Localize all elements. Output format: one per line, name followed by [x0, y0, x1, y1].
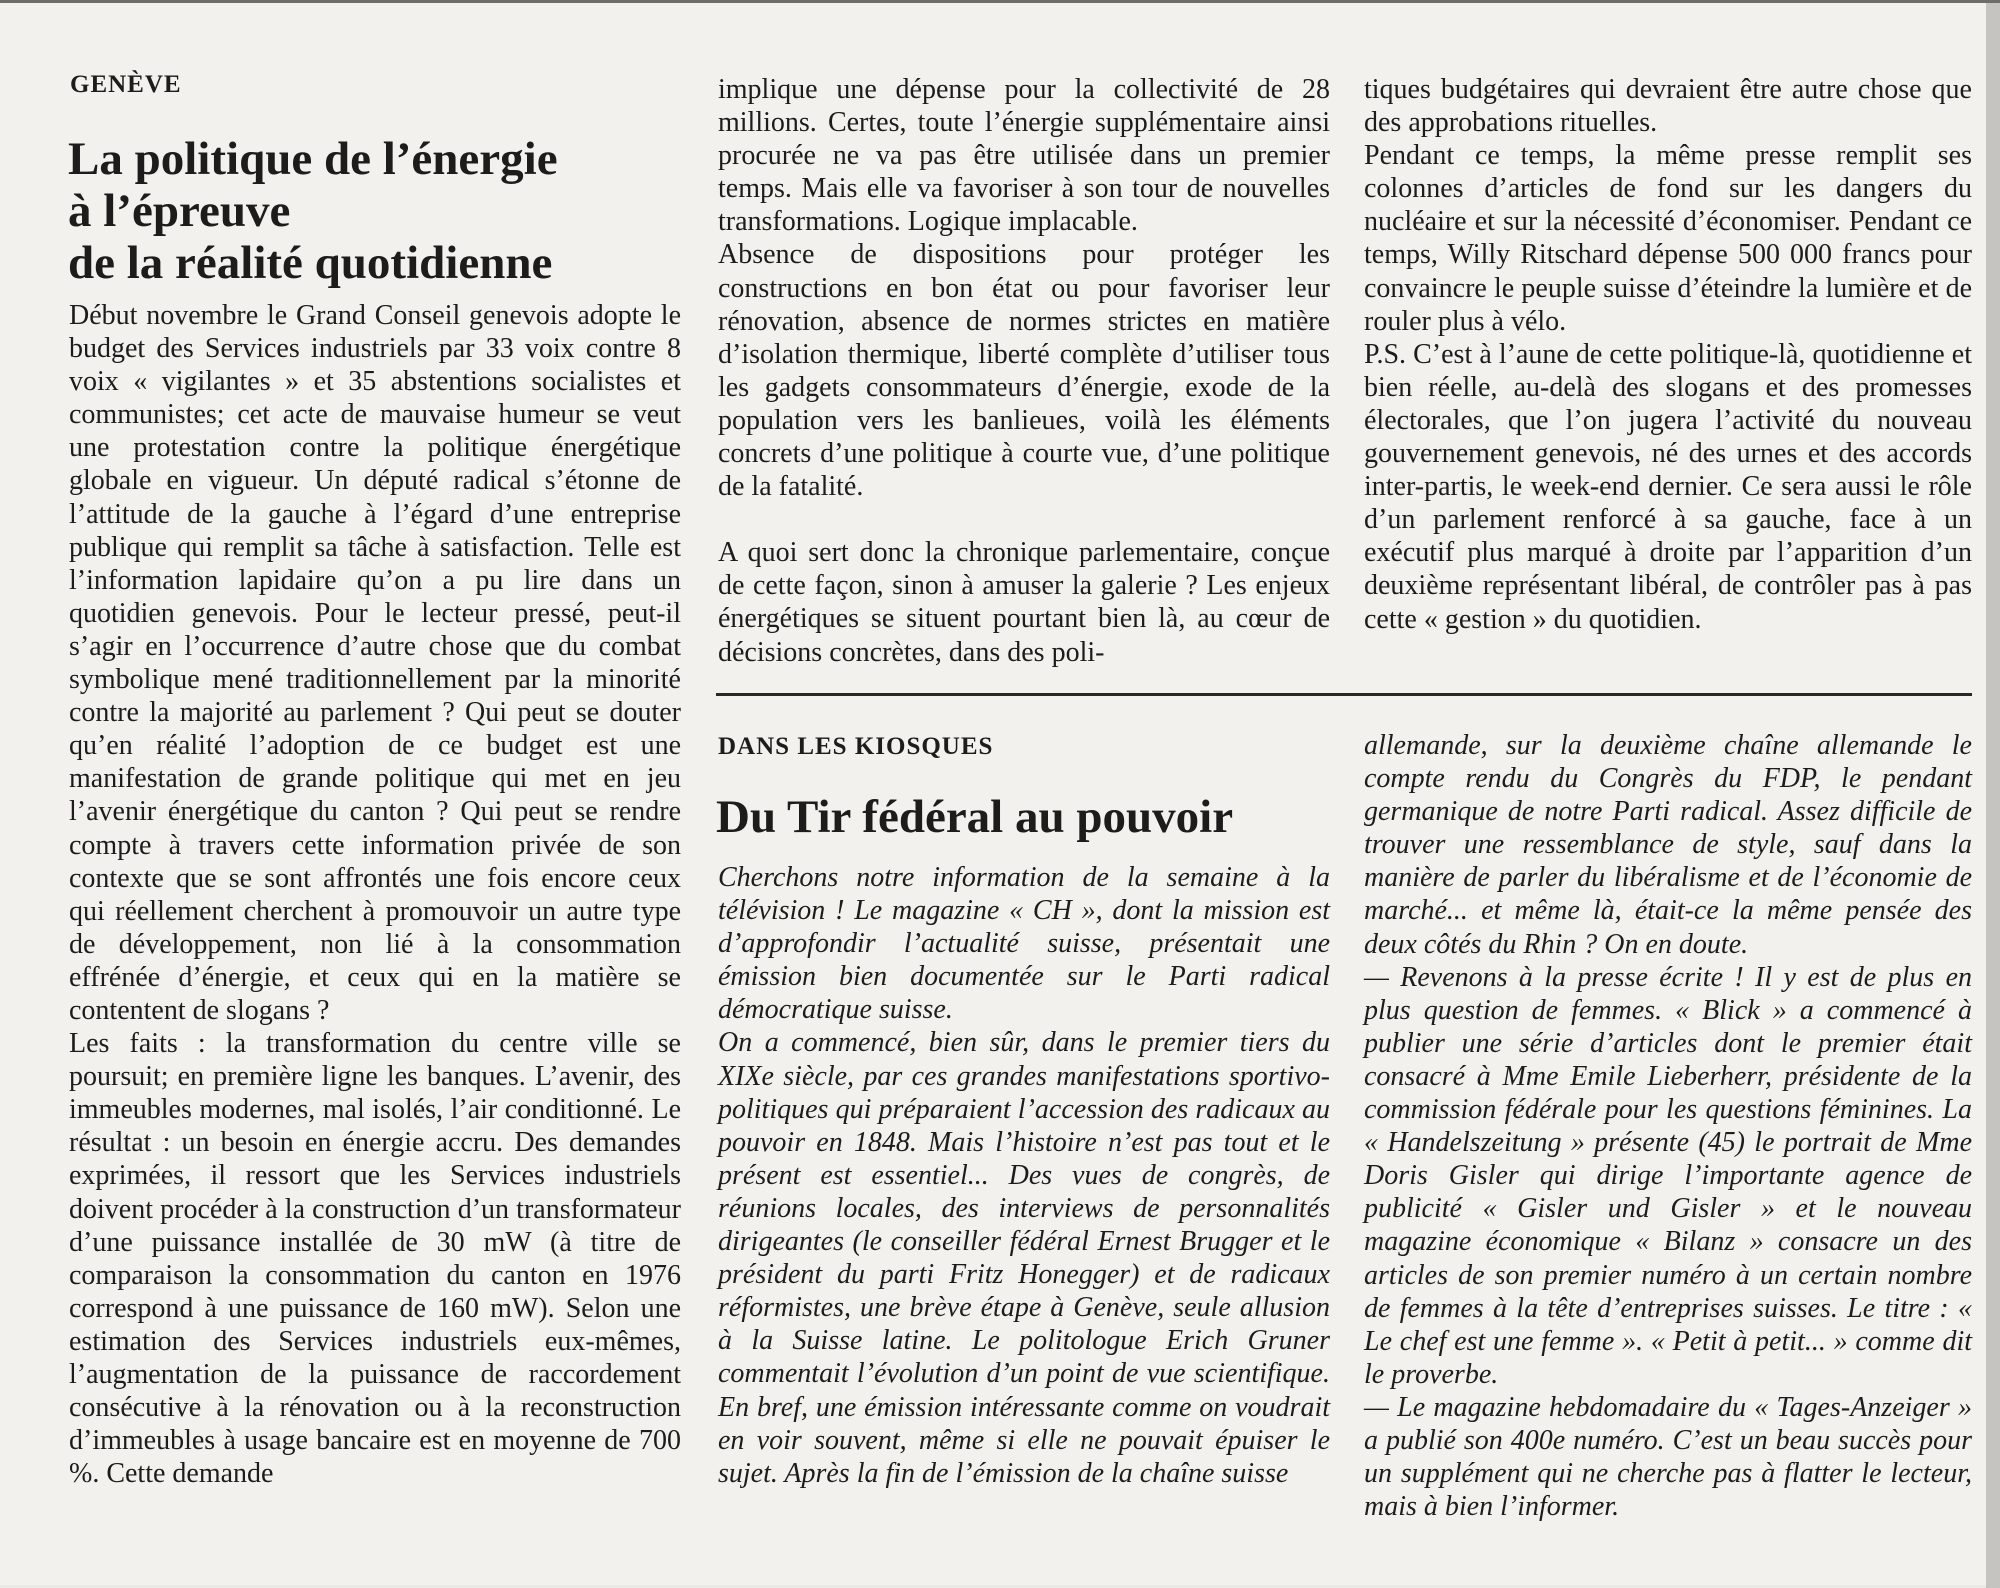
- title-line: à l’épreuve: [68, 185, 291, 237]
- article-column-2: [718, 73, 1330, 669]
- paragraph: On a commencé, bien sûr, dans le premier tiers du XIXe siècle, par ces grandes manifestations sportivo-politiques qui préparaient l’accession des radicaux au pouvoir en 1848. Mais l’histoire n’est pas tout et le présent est essentiel... Des vues de congrès, de réunions locales, des interviews de personnalités dirigeantes (le conseiller fédéral Ernest Brugger et le président du parti Fritz Honegger) et de radicaux réformistes, une brève étape à Genève, seule allusion à la Suisse latine. Le politologue Erich Gruner commentait l’évolution d’un point de vue scientifique. En bref, une émission intéressante comme on voudrait en voir souvent, même si elle ne pouvait épuiser le sujet. Après la fin de l’émission de la chaîne suisse: [718, 1027, 1330, 1489]
- page-edge: [1986, 3, 2000, 1588]
- article-column-3: [1364, 73, 1972, 636]
- article-column-1: [69, 299, 681, 1490]
- paragraph: Absence de dispositions pour protéger les constructions en bon état ou pour favoriser leur rénovation, absence de normes strictes en matière d’isolation thermique, liberté complète d’utiliser tous les gadgets consommateurs d’énergie, exode de la population vers les banlieues, voilà les éléments concrets d’une politique à courte vue, d’une politique de la fatalité.: [718, 239, 1330, 503]
- article-title: Du Tir fédéral au pouvoir: [716, 791, 1234, 843]
- paragraph: — Revenons à la presse écrite ! Il y est de plus en plus question de femmes. « Blick » a commencé à publier une série d’articles dont le premier était consacré à Mme Emile Lieberherr, présidente de la commission fédérale pour les questions féminines. La « Handelszeitung » présente (45) le portrait de Mme Doris Gisler qui dirige l’importante agence de publicité « Gisler und Gisler » et le nouveau magazine économique « Bilanz » consacre un des articles de son premier numéro à un certain nombre de femmes à la tête d’entreprises suisses. Le titre : « Le chef est une femme ». « Petit à petit... » comme dit le proverbe.: [1364, 961, 1972, 1390]
- paragraph: P.S. C’est à l’aune de cette politique-là, quotidienne et bien réelle, au-delà des slogans et des promesses électorales, que l’on jugera l’activité du nouveau gouvernement genevois, né des urnes et des accords inter-partis, le week-end dernier. Ce sera aussi le rôle d’un parlement renforcé à sa gauche, face à un exécutif plus marqué à droite par l’apparition d’un deuxième représentant libéral, de contrôler pas à pas cette « gestion » du quotidien.: [1364, 338, 1972, 635]
- paragraph: Début novembre le Grand Conseil genevois adopte le budget des Services industriels par 33 voix contre 8 voix « vigilantes » et 35 abstentions socialistes et communistes; cet acte de mauvaise humeur se veut une protestation contre la politique énergétique globale en vigueur. Un député radical s’étonne de l’attitude de la gauche à l’égard d’une entreprise publique qui remplit sa tâche à satisfaction. Telle est l’information lapidaire qu’on a pu lire dans un quotidien genevois. Pour le lecteur pressé, peut-il s’agir en l’occurrence d’autre chose que du combat symbolique mené traditionnellement par la minorité contre la majorité au parlement ? Qui peut se douter qu’en réalité l’adoption de ce budget est une manifestation de grande politique qui met en jeu l’avenir énergétique du canton ? Qui peut se rendre compte à travers cette information privée de son contexte que se sont affrontés une fois encore ceux qui réellement cherchent à promouvoir un autre type de développement, non lié à la consommation effrénée d’énergie, et ceux qui en la matière se contentent de slogans ?: [69, 300, 681, 1026]
- article-title: [68, 133, 668, 289]
- section-label-kiosques: DANS LES KIOSQUES: [718, 733, 994, 760]
- paragraph: A quoi sert donc la chronique parlementaire, conçue de cette façon, sinon à amuser la galerie ? Les enjeux énergétiques se situent pourtant bien là, au cœur de décisions concrètes, dans des poli-: [718, 537, 1330, 668]
- paragraph: Les faits : la transformation du centre ville se poursuit; en première ligne les banques. L’avenir, des immeubles modernes, mal isolés, l’air conditionné. Le résultat : un besoin en énergie accru. Des demandes exprimées, il ressort que les Services industriels doivent procéder à la construction d’un transformateur d’une puissance installée de 30 mW (à titre de comparaison la consommation du canton en 1976 correspond à une puissance de 160 mW). Selon une estimation des Services industriels eux-mêmes, l’augmentation de la puissance de raccordement consécutive à la rénovation ou à la reconstruction d’immeubles à usage bancaire est en moyenne de 700 %. Cette demande: [69, 1028, 681, 1490]
- section-label-geneve: GENÈVE: [70, 71, 182, 98]
- paragraph: allemande, sur la deuxième chaîne allemande le compte rendu du Congrès du FDP, le pendant germanique de notre Parti radical. Assez difficile de trouver une ressemblance de style, sauf dans la manière de parler du libéralisme et de l’économie de marché... et même là, était-ce la même pensée des deux côtés du Rhin ? On en doute.: [1364, 730, 1972, 960]
- section-divider: [716, 693, 1972, 696]
- title-line: de la réalité quotidienne: [68, 237, 553, 289]
- article-column-2-italic: [718, 861, 1330, 1490]
- paragraph: Pendant ce temps, la même presse remplit ses colonnes d’articles de fond sur les dangers du nucléaire et sur la nécessité d’économiser. Pendant ce temps, Willy Ritschard dépense 500 000 francs pour convaincre le peuple suisse d’éteindre la lumière et de rouler plus à vélo.: [1364, 140, 1972, 337]
- paragraph: tiques budgétaires qui devraient être autre chose que des approbations rituelles.: [1364, 74, 1972, 139]
- paragraph: — Le magazine hebdomadaire du « Tages-Anzeiger » a publié son 400e numéro. C’est un beau succès pour un supplément qui ne cherche pas à flatter le lecteur, mais à bien l’informer.: [1364, 1391, 1972, 1523]
- paragraph: Cherchons notre information de la semaine à la télévision ! Le magazine « CH », dont la mission est d’approfondir l’actualité suisse, présentait une émission bien documentée sur le Parti radical démocratique suisse.: [718, 862, 1330, 1026]
- title-line: La politique de l’énergie: [68, 133, 558, 185]
- article-column-3-italic: [1364, 729, 1972, 1523]
- paragraph: implique une dépense pour la collectivité de 28 millions. Certes, toute l’énergie supplémentaire ainsi procurée ne va pas être utilisée dans un premier temps. Mais elle va favoriser à son tour de nouvelles transformations. Logique implacable.: [718, 74, 1330, 238]
